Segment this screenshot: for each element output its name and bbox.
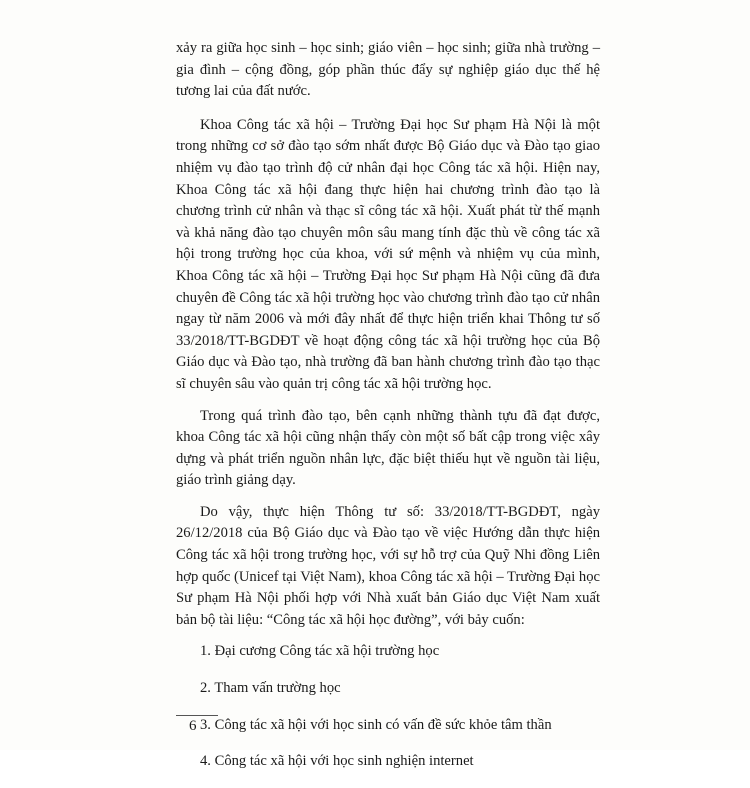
paragraph-training-gaps: Trong quá trình đào tạo, bên cạnh những thành tựu đã đạt được, khoa Công tác xã hội cũng nhận thấy còn một số bất cập trong việc xây dựng và phát triển nguồn nhân lực, đặc biệt thiếu hụt về nguồn tài liệu, giáo trình giảng dạy. [176,407,600,489]
page-body [176,38,600,788]
list-item: 1. Đại cương Công tác xã hội trường học [200,643,440,660]
paragraph-continuation: xảy ra giữa học sinh – học sinh; giáo viên – học sinh; giữa nhà trường – gia đình – cộng đồng, góp phần thúc đẩy sự nghiệp giáo dục thế hệ tương lai của đất nước. [176,40,600,100]
paragraph-faculty-intro: Khoa Công tác xã hội – Trường Đại học Sư phạm Hà Nội là một trong những cơ sở đào tạo sớm nhất được Bộ Giáo dục và Đào tạo giao nhiệm vụ đào tạo trình độ cử nhân đại học Công tác xã hội. Hiện nay, Khoa Công tác xã hội đang thực hiện hai chương trình đào tạo là chương trình cử nhân và thạc sĩ công tác xã hội. Xuất phát từ thế mạnh và khả năng đào tạo chuyên môn sâu mang tính đặc thù về công tác xã hội trong trường học của khoa, với sứ mệnh và nhiệm vụ của mình, Khoa Công tác xã hội – Trường Đại học Sư phạm Hà Nội cũng đã đưa chuyên đề Công tác xã hội trường học vào chương trình đào tạo cử nhân ngay từ năm 2006 và mới đây nhất để thực hiện triển khai Thông tư số 33/2018/TT-BGDĐT về hoạt động công tác xã hội trường học của Bộ Giáo dục và Đào tạo, nhà trường đã ban hành chương trình đào tạo thạc sĩ chuyên sâu vào quản trị công tác xã hội trường học. [176,116,600,392]
footer-rule [176,715,218,716]
list-item: 4. Công tác xã hội với học sinh nghiện internet [200,753,474,770]
paragraph-publication: Do vậy, thực hiện Thông tư số: 33/2018/TT-BGDĐT, ngày 26/12/2018 của Bộ Giáo dục và Đào tạo về việc Hướng dẫn thực hiện Công tác xã hội trong trường học, với sự hỗ trợ của Quỹ Nhi đồng Liên hợp quốc (Unicef tại Việt Nam), khoa Công tác xã hội – Trường Đại học Sư phạm Hà Nội phối hợp với Nhà xuất bản Giáo dục Việt Nam xuất bản bộ tài liệu: “Công tác xã hội học đường”, với bảy cuốn: [176,503,600,628]
volume-list [176,641,600,772]
list-item: 3. Công tác xã hội với học sinh có vấn đề sức khỏe tâm thần [200,716,552,733]
list-item: 2. Tham vấn trường học [200,680,341,697]
page-number: 6 [189,718,197,734]
